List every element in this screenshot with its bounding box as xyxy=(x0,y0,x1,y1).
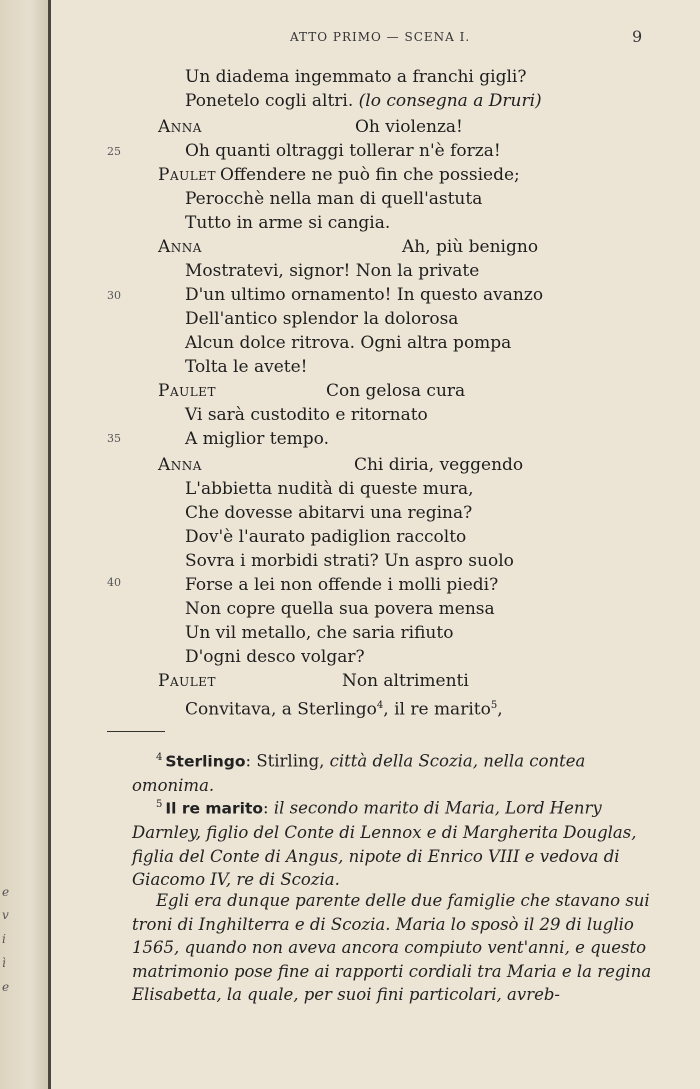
footnote-ref: 4 xyxy=(376,700,384,711)
verse-line xyxy=(185,646,365,669)
footnote-number: 4 xyxy=(156,752,163,763)
verse-line xyxy=(185,622,453,645)
verse-line xyxy=(158,454,523,477)
verse-words: Non copre quella sua povera mensa xyxy=(185,599,495,619)
verse-words: Convitava, a Sterlingo xyxy=(185,699,377,720)
verse-words: D'un ultimo ornamento! In questo avanzo xyxy=(185,285,544,305)
footnote-rule xyxy=(107,731,165,732)
speaker-name: Paulet xyxy=(158,671,216,691)
verse-words: Tutto in arme si cangia. xyxy=(185,213,391,233)
verse-words: L'abbietta nudità di queste mura, xyxy=(185,479,474,499)
book-page xyxy=(52,0,700,1089)
verse-words: Forse a lei non offende i molli piedi? xyxy=(185,575,499,595)
verse-words: Un vil metallo, che saria rifiuto xyxy=(185,623,454,643)
footnote-continued xyxy=(132,889,660,1007)
verse-words: , il re marito xyxy=(383,699,491,720)
verse-line xyxy=(185,356,308,379)
verse-line xyxy=(185,308,458,331)
edge-mark: ì xyxy=(2,956,6,970)
footnote-ref: 5 xyxy=(490,700,498,711)
verse-words: Tolta le avete! xyxy=(185,357,308,377)
verse-line xyxy=(185,90,542,113)
verse-line xyxy=(185,478,474,501)
edge-mark: v xyxy=(2,908,9,922)
line-number: 35 xyxy=(107,432,121,445)
verse-line xyxy=(185,428,329,451)
verse-words: Alcun dolce ritrova. Ogni altra pompa xyxy=(185,333,512,353)
line-number: 40 xyxy=(107,576,121,589)
verse-words: Offendere ne può fin che possiede; xyxy=(219,165,520,185)
speaker-name: Anna xyxy=(158,455,202,475)
line-number: 25 xyxy=(107,145,121,158)
running-header: ATTO PRIMO — SCENA I. xyxy=(290,30,471,44)
verse-words: Ah, più benigno xyxy=(401,237,539,257)
verse-line xyxy=(185,140,501,163)
footnote-text: : Stirling, xyxy=(245,751,330,771)
verse-words: Mostratevi, signor! Non la private xyxy=(185,261,480,281)
page-number: 9 xyxy=(632,27,643,46)
verse-line xyxy=(158,164,520,187)
footnote-term: Sterlingo xyxy=(165,752,246,771)
edge-mark: e xyxy=(2,885,10,899)
footnote-4 xyxy=(132,746,660,798)
speaker-name: Paulet xyxy=(158,381,216,401)
verse-line xyxy=(185,260,479,283)
footnote-text: Egli era dunque parente delle due famiglie che stavano sui troni di Inghilterra e di Scozia. Maria lo sposò il 29 di luglio 1565, quando non aveva ancora compiuto vent'anni, e questo matrimonio pose fine ai rapporti cordiali tra Maria e la regina Elisabetta, la quale, per suoi fini particolari, avreb- xyxy=(132,891,652,1004)
line-number: 30 xyxy=(107,289,121,302)
verse-words: D'ogni desco volgar? xyxy=(185,647,365,667)
verse-line xyxy=(185,550,514,573)
verse-words: Sovra i morbidi strati? Un aspro suolo xyxy=(185,551,514,571)
verse-words: Perocchè nella man di quell'astuta xyxy=(185,189,483,209)
verse-words: Ponetelo cogli altri. xyxy=(185,91,354,111)
verse-line xyxy=(185,598,495,621)
verse-line xyxy=(158,236,538,259)
verse-line xyxy=(185,188,482,211)
verse-words: Chi diria, veggendo xyxy=(353,455,524,475)
footnote-5 xyxy=(132,793,660,892)
verse-words: Dov'è l'aurato padiglion raccolto xyxy=(185,527,467,547)
verse-line xyxy=(185,404,428,427)
verse-line xyxy=(185,526,466,549)
edge-mark: e xyxy=(2,980,10,994)
verse-words: Che dovesse abitarvi una regina? xyxy=(185,503,473,523)
footnote-text: : xyxy=(263,798,274,818)
verse-words: Oh violenza! xyxy=(354,117,463,137)
verse-line xyxy=(158,670,469,693)
verse-words: Non altrimenti xyxy=(341,671,469,691)
verse-line xyxy=(185,332,511,355)
speaker-name: Paulet xyxy=(158,165,216,185)
edge-mark: i xyxy=(2,932,6,946)
verse-line xyxy=(185,574,498,597)
verse-words: Vi sarà custodito e ritornato xyxy=(185,405,428,425)
footnote-text: il secondo marito di Maria, Lord Henry Darnley, figlio del Conte di Lennox e di Margherita Douglas, figlia del Conte di Angus, nipote di Enrico VIII e vedova di Giacomo IV, re di Scozia. xyxy=(132,798,637,889)
speaker-name: Anna xyxy=(158,117,202,137)
verse-line xyxy=(158,380,465,403)
verse-line xyxy=(185,212,390,235)
book-gutter xyxy=(48,0,51,1089)
verse-words: Un diadema ingemmato a franchi gigli? xyxy=(185,67,527,87)
verse-line xyxy=(158,116,463,139)
verse-words: Con gelosa cura xyxy=(325,381,466,401)
verse-line xyxy=(185,694,503,722)
footnote-text: città della Scozia, nella contea omonima. xyxy=(132,751,586,795)
verse-words: A miglior tempo. xyxy=(185,429,329,449)
footnote-term: Il re marito xyxy=(165,799,264,818)
verse-line xyxy=(185,502,472,525)
verse-words: Dell'antico splendor la dolorosa xyxy=(185,309,459,329)
verse-line xyxy=(185,66,526,89)
adjacent-page-edge xyxy=(0,0,50,1089)
stage-direction: (lo consegna a Druri) xyxy=(353,91,542,111)
verse-words: , xyxy=(497,699,503,720)
verse-line xyxy=(185,284,543,307)
footnote-number: 5 xyxy=(156,799,163,810)
speaker-name: Anna xyxy=(158,237,202,257)
verse-words: Oh quanti oltraggi tollerar n'è forza! xyxy=(185,141,501,161)
